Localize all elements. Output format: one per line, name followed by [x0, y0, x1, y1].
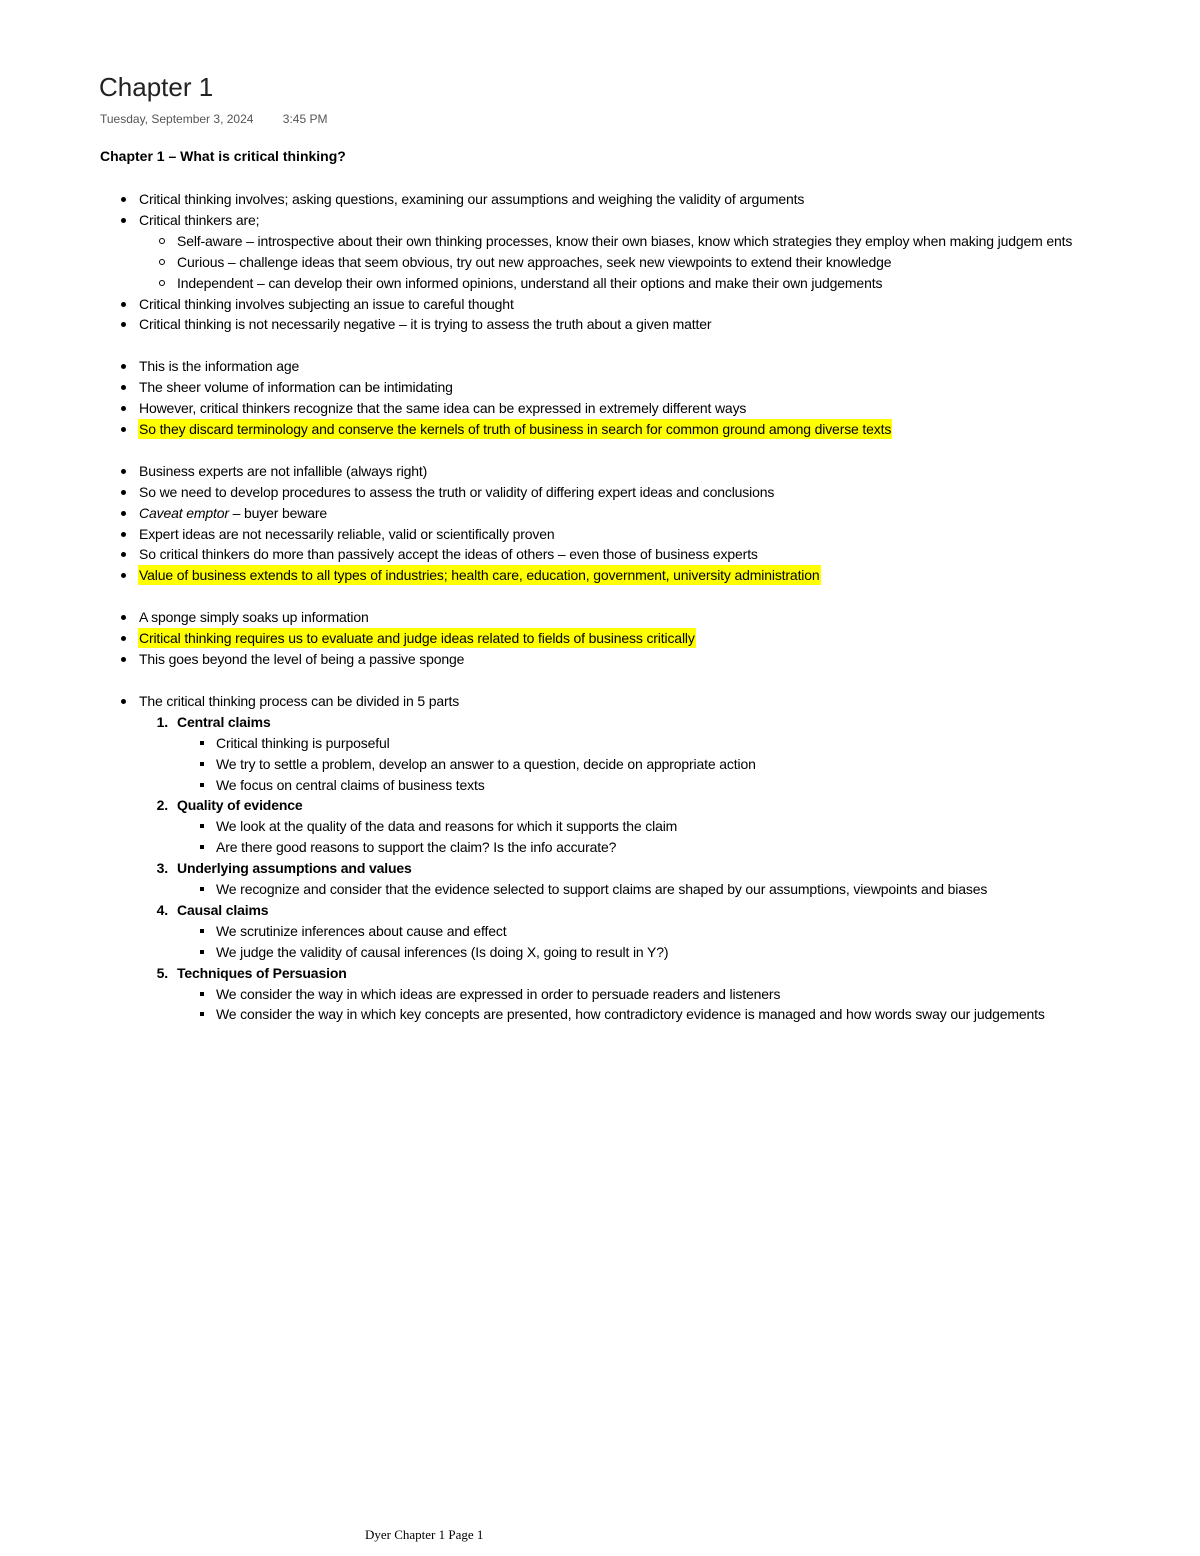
list-item-text: We look at the quality of the data and reasons for which it supports the claim — [216, 818, 678, 834]
page-date: Tuesday, September 3, 2024 — [100, 112, 254, 126]
list-item-text: Causal claims — [177, 902, 269, 918]
list-item-text: We scrutinize inferences about cause and effect — [216, 923, 507, 939]
list-item-text: Business experts are not infallible (always right) — [139, 463, 428, 479]
list-item-rest: – buyer beware — [228, 505, 328, 521]
list-item-text: Critical thinking involves subjecting an issue to careful thought — [139, 296, 514, 312]
list-item-text: Critical thinking involves; asking questions, examining our assumptions and weighing the validity of arguments — [139, 191, 805, 207]
list-item-text: Quality of evidence — [177, 797, 303, 813]
list-item-text: Central claims — [177, 714, 271, 730]
list-item-text: The critical thinking process can be divided in 5 parts — [139, 693, 460, 709]
list-item-text: The sheer volume of information can be intimidating — [139, 379, 453, 395]
list-item-text: Critical thinking requires us to evaluate and judge ideas related to fields of business critically — [139, 630, 695, 646]
list-item-text: Critical thinkers are; — [139, 212, 260, 228]
list-number: 5. — [156, 965, 168, 981]
list-item-text: Critical thinking is not necessarily negative – it is trying to assess the truth about a given matter — [139, 316, 712, 332]
list-number: 1. — [156, 714, 168, 730]
list-item-text: This is the information age — [139, 358, 300, 374]
list-item-text: So we need to develop procedures to assess the truth or validity of differing expert ideas and conclusions — [139, 484, 775, 500]
list-item-text: Are there good reasons to support the claim? Is the info accurate? — [216, 839, 617, 855]
list-item-text: We consider the way in which key concepts are presented, how contradictory evidence is managed and how words sway our judgements — [216, 1006, 1045, 1022]
list-number: 3. — [156, 860, 168, 876]
page-footer: Dyer Chapter 1 Page 1 — [365, 1527, 484, 1542]
list-item-text: Self-aware – introspective about their own thinking processes, know their own biases, know which strategies they employ when making judgem ents — [177, 233, 1073, 249]
italic-term: Caveat emptor — [139, 505, 229, 521]
page-timestamp — [100, 112, 327, 126]
list-item-text: A sponge simply soaks up information — [139, 609, 369, 625]
list-item-text: Underlying assumptions and values — [177, 860, 412, 876]
list-item-text: However, critical thinkers recognize that the same idea can be expressed in extremely different ways — [139, 400, 747, 416]
list-item-text: Expert ideas are not necessarily reliable, valid or scientifically proven — [139, 526, 555, 542]
page-title: Chapter 1 — [99, 72, 214, 102]
list-item-text: We focus on central claims of business texts — [216, 777, 485, 793]
list-item-text: Curious – challenge ideas that seem obvious, try out new approaches, seek new viewpoints to extend their knowledge — [177, 254, 892, 270]
list-number: 2. — [156, 797, 168, 813]
list-item-text: This goes beyond the level of being a passive sponge — [139, 651, 465, 667]
list-item-text: We consider the way in which ideas are expressed in order to persuade readers and listeners — [216, 986, 781, 1002]
list-item-text: We recognize and consider that the evidence selected to support claims are shaped by our assumptions, viewpoints and biases — [216, 881, 988, 897]
list-item-text: So they discard terminology and conserve the kernels of truth of business in search for common ground among diverse texts — [139, 421, 892, 437]
list-item-text: Techniques of Persuasion — [177, 965, 347, 981]
section-heading: Chapter 1 – What is critical thinking? — [100, 148, 346, 164]
list-item-text: Independent – can develop their own informed opinions, understand all their options and make their own judgements — [177, 275, 883, 291]
list-item-text: We try to settle a problem, develop an answer to a question, decide on appropriate action — [216, 756, 756, 772]
list-item-text: So critical thinkers do more than passively accept the ideas of others – even those of business experts — [139, 546, 758, 562]
list-item-text: Critical thinking is purposeful — [216, 735, 390, 751]
list-item-text: Value of business extends to all types of industries; health care, education, government, university administration — [139, 567, 820, 583]
list-item-text — [138, 503, 328, 523]
list-item-text: We judge the validity of causal inferences (Is doing X, going to result in Y?) — [216, 944, 669, 960]
page-time: 3:45 PM — [282, 112, 328, 126]
list-number: 4. — [156, 902, 168, 918]
